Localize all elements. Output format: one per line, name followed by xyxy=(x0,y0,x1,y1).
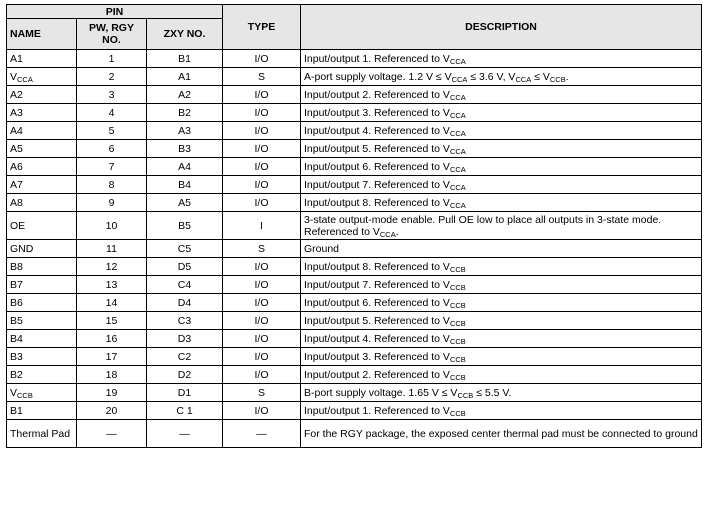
description-cell: Input/output 3. Referenced to $V_{CCA}$ xyxy=(301,104,702,122)
description-cell: Input/output 5. Referenced to $V_{CCB}$ xyxy=(301,312,702,330)
description-cell: 3-state output-mode enable. Pull OE low to place all outputs in 3-state mode. Referenced to $V_{CCA}$. xyxy=(301,212,702,240)
pin-name-cell: OE xyxy=(7,212,77,240)
pw-rgy-cell: 3 xyxy=(77,86,147,104)
zxy-cell: — xyxy=(147,420,223,448)
table-row xyxy=(7,140,702,158)
description-cell: Input/output 2. Referenced to $V_{CCA}$ xyxy=(301,86,702,104)
description-cell: Input/output 2. Referenced to $V_{CCB}$ xyxy=(301,366,702,384)
zxy-cell: C2 xyxy=(147,348,223,366)
type-cell: I/O xyxy=(223,158,301,176)
pin-functions-table xyxy=(6,4,702,448)
type-cell: S xyxy=(223,384,301,402)
pin-group-header: PIN xyxy=(7,5,223,19)
description-cell: Input/output 7. Referenced to $V_{CCB}$ xyxy=(301,276,702,294)
pin-rows xyxy=(7,50,702,448)
description-cell: Input/output 1. Referenced to $V_{CCB}$ xyxy=(301,402,702,420)
table-row xyxy=(7,68,702,86)
pw-rgy-cell: 13 xyxy=(77,276,147,294)
table-row xyxy=(7,420,702,448)
type-cell: I/O xyxy=(223,140,301,158)
pw-rgy-cell: 17 xyxy=(77,348,147,366)
zxy-cell: A1 xyxy=(147,68,223,86)
pw-rgy-cell: 18 xyxy=(77,366,147,384)
description-cell: Input/output 6. Referenced to $V_{CCB}$ xyxy=(301,294,702,312)
table-row xyxy=(7,194,702,212)
pin-name-cell: A6 xyxy=(7,158,77,176)
zxy-cell: D5 xyxy=(147,258,223,276)
pw-rgy-cell: 14 xyxy=(77,294,147,312)
table-row xyxy=(7,330,702,348)
table-row xyxy=(7,294,702,312)
pin-name-cell: A8 xyxy=(7,194,77,212)
pin-name-cell: A4 xyxy=(7,122,77,140)
pw-rgy-cell: 4 xyxy=(77,104,147,122)
description-cell: Input/output 8. Referenced to $V_{CCB}$ xyxy=(301,258,702,276)
pw-rgy-cell: 12 xyxy=(77,258,147,276)
description-cell: Input/output 7. Referenced to $V_{CCA}$ xyxy=(301,176,702,194)
table-row xyxy=(7,86,702,104)
description-cell: Input/output 4. Referenced to $V_{CCA}$ xyxy=(301,122,702,140)
zxy-cell: D2 xyxy=(147,366,223,384)
pin-name-cell: B6 xyxy=(7,294,77,312)
pw-rgy-cell: 15 xyxy=(77,312,147,330)
pin-name-cell: A3 xyxy=(7,104,77,122)
pin-name-cell: Thermal Pad xyxy=(7,420,77,448)
zxy-cell: B5 xyxy=(147,212,223,240)
zxy-cell: D1 xyxy=(147,384,223,402)
description-cell: Ground xyxy=(301,240,702,258)
table-row xyxy=(7,240,702,258)
zxy-cell: A3 xyxy=(147,122,223,140)
pw-rgy-cell: 16 xyxy=(77,330,147,348)
pin-name-cell: A2 xyxy=(7,86,77,104)
type-cell: I/O xyxy=(223,348,301,366)
description-cell: Input/output 8. Referenced to $V_{CCA}$ xyxy=(301,194,702,212)
table-row xyxy=(7,158,702,176)
type-cell: I/O xyxy=(223,194,301,212)
type-cell: S xyxy=(223,68,301,86)
pin-name-cell: B3 xyxy=(7,348,77,366)
type-cell: I/O xyxy=(223,176,301,194)
type-header: TYPE xyxy=(223,5,301,50)
zxy-cell: B1 xyxy=(147,50,223,68)
pin-name-cell: A7 xyxy=(7,176,77,194)
table-row xyxy=(7,312,702,330)
type-cell: I/O xyxy=(223,258,301,276)
type-cell: I/O xyxy=(223,312,301,330)
pw-rgy-cell: 20 xyxy=(77,402,147,420)
pin-name-cell: $V_{CCB}$ xyxy=(7,384,77,402)
pw-rgy-cell: 11 xyxy=(77,240,147,258)
pw-rgy-cell: 5 xyxy=(77,122,147,140)
description-cell: Input/output 4. Referenced to $V_{CCB}$ xyxy=(301,330,702,348)
pin-name-cell: GND xyxy=(7,240,77,258)
type-cell: I/O xyxy=(223,86,301,104)
pin-name-cell: B1 xyxy=(7,402,77,420)
table-row xyxy=(7,366,702,384)
pw-rgy-cell: 6 xyxy=(77,140,147,158)
table-row xyxy=(7,212,702,240)
pin-name-cell: A1 xyxy=(7,50,77,68)
description-cell: B-port supply voltage. 1.65 $V \le V_{CCB} \le 5.5$ V. xyxy=(301,384,702,402)
type-cell: I/O xyxy=(223,294,301,312)
type-cell: I/O xyxy=(223,276,301,294)
zxy-header: ZXY NO. xyxy=(147,19,223,50)
pin-name-cell: B7 xyxy=(7,276,77,294)
pin-name-cell: B8 xyxy=(7,258,77,276)
zxy-cell: C4 xyxy=(147,276,223,294)
zxy-cell: C 1 xyxy=(147,402,223,420)
zxy-cell: D3 xyxy=(147,330,223,348)
zxy-cell: C5 xyxy=(147,240,223,258)
table-row xyxy=(7,122,702,140)
description-header: DESCRIPTION xyxy=(301,5,702,50)
type-cell: I/O xyxy=(223,366,301,384)
pw-rgy-cell: 9 xyxy=(77,194,147,212)
zxy-cell: A2 xyxy=(147,86,223,104)
pin-name-cell: $V_{CCA}$ xyxy=(7,68,77,86)
table-row xyxy=(7,104,702,122)
pin-name-cell: A5 xyxy=(7,140,77,158)
table-row xyxy=(7,348,702,366)
type-cell: S xyxy=(223,240,301,258)
zxy-cell: B2 xyxy=(147,104,223,122)
pw-rgy-cell: 8 xyxy=(77,176,147,194)
table-row xyxy=(7,402,702,420)
pw-rgy-cell: — xyxy=(77,420,147,448)
description-cell: For the RGY package, the exposed center thermal pad must be connected to ground xyxy=(301,420,702,448)
zxy-cell: C3 xyxy=(147,312,223,330)
description-cell: Input/output 3. Referenced to $V_{CCB}$ xyxy=(301,348,702,366)
type-cell: I/O xyxy=(223,402,301,420)
table-row xyxy=(7,276,702,294)
type-cell: I/O xyxy=(223,122,301,140)
pw-rgy-cell: 10 xyxy=(77,212,147,240)
type-cell: I/O xyxy=(223,50,301,68)
name-header: NAME xyxy=(7,19,77,50)
zxy-cell: A4 xyxy=(147,158,223,176)
description-cell: Input/output 6. Referenced to $V_{CCA}$ xyxy=(301,158,702,176)
description-cell: Input/output 5. Referenced to $V_{CCA}$ xyxy=(301,140,702,158)
zxy-cell: B4 xyxy=(147,176,223,194)
pw-rgy-header: PW, RGY NO. xyxy=(77,19,147,50)
pw-rgy-cell: 1 xyxy=(77,50,147,68)
table-row xyxy=(7,176,702,194)
table-row xyxy=(7,258,702,276)
zxy-cell: B3 xyxy=(147,140,223,158)
type-cell: I/O xyxy=(223,330,301,348)
pin-name-cell: B4 xyxy=(7,330,77,348)
pw-rgy-cell: 19 xyxy=(77,384,147,402)
pw-rgy-cell: 2 xyxy=(77,68,147,86)
table-row xyxy=(7,50,702,68)
description-cell: Input/output 1. Referenced to $V_{CCA}$ xyxy=(301,50,702,68)
zxy-cell: A5 xyxy=(147,194,223,212)
table-row xyxy=(7,384,702,402)
pin-name-cell: B2 xyxy=(7,366,77,384)
pin-name-cell: B5 xyxy=(7,312,77,330)
type-cell: I/O xyxy=(223,104,301,122)
type-cell: I xyxy=(223,212,301,240)
type-cell: — xyxy=(223,420,301,448)
description-cell: A-port supply voltage. 1.2 $V \le V_{CCA} \le 3.6$ V, $V_{CCA} \le V_{CCB}$. xyxy=(301,68,702,86)
pw-rgy-cell: 7 xyxy=(77,158,147,176)
zxy-cell: D4 xyxy=(147,294,223,312)
